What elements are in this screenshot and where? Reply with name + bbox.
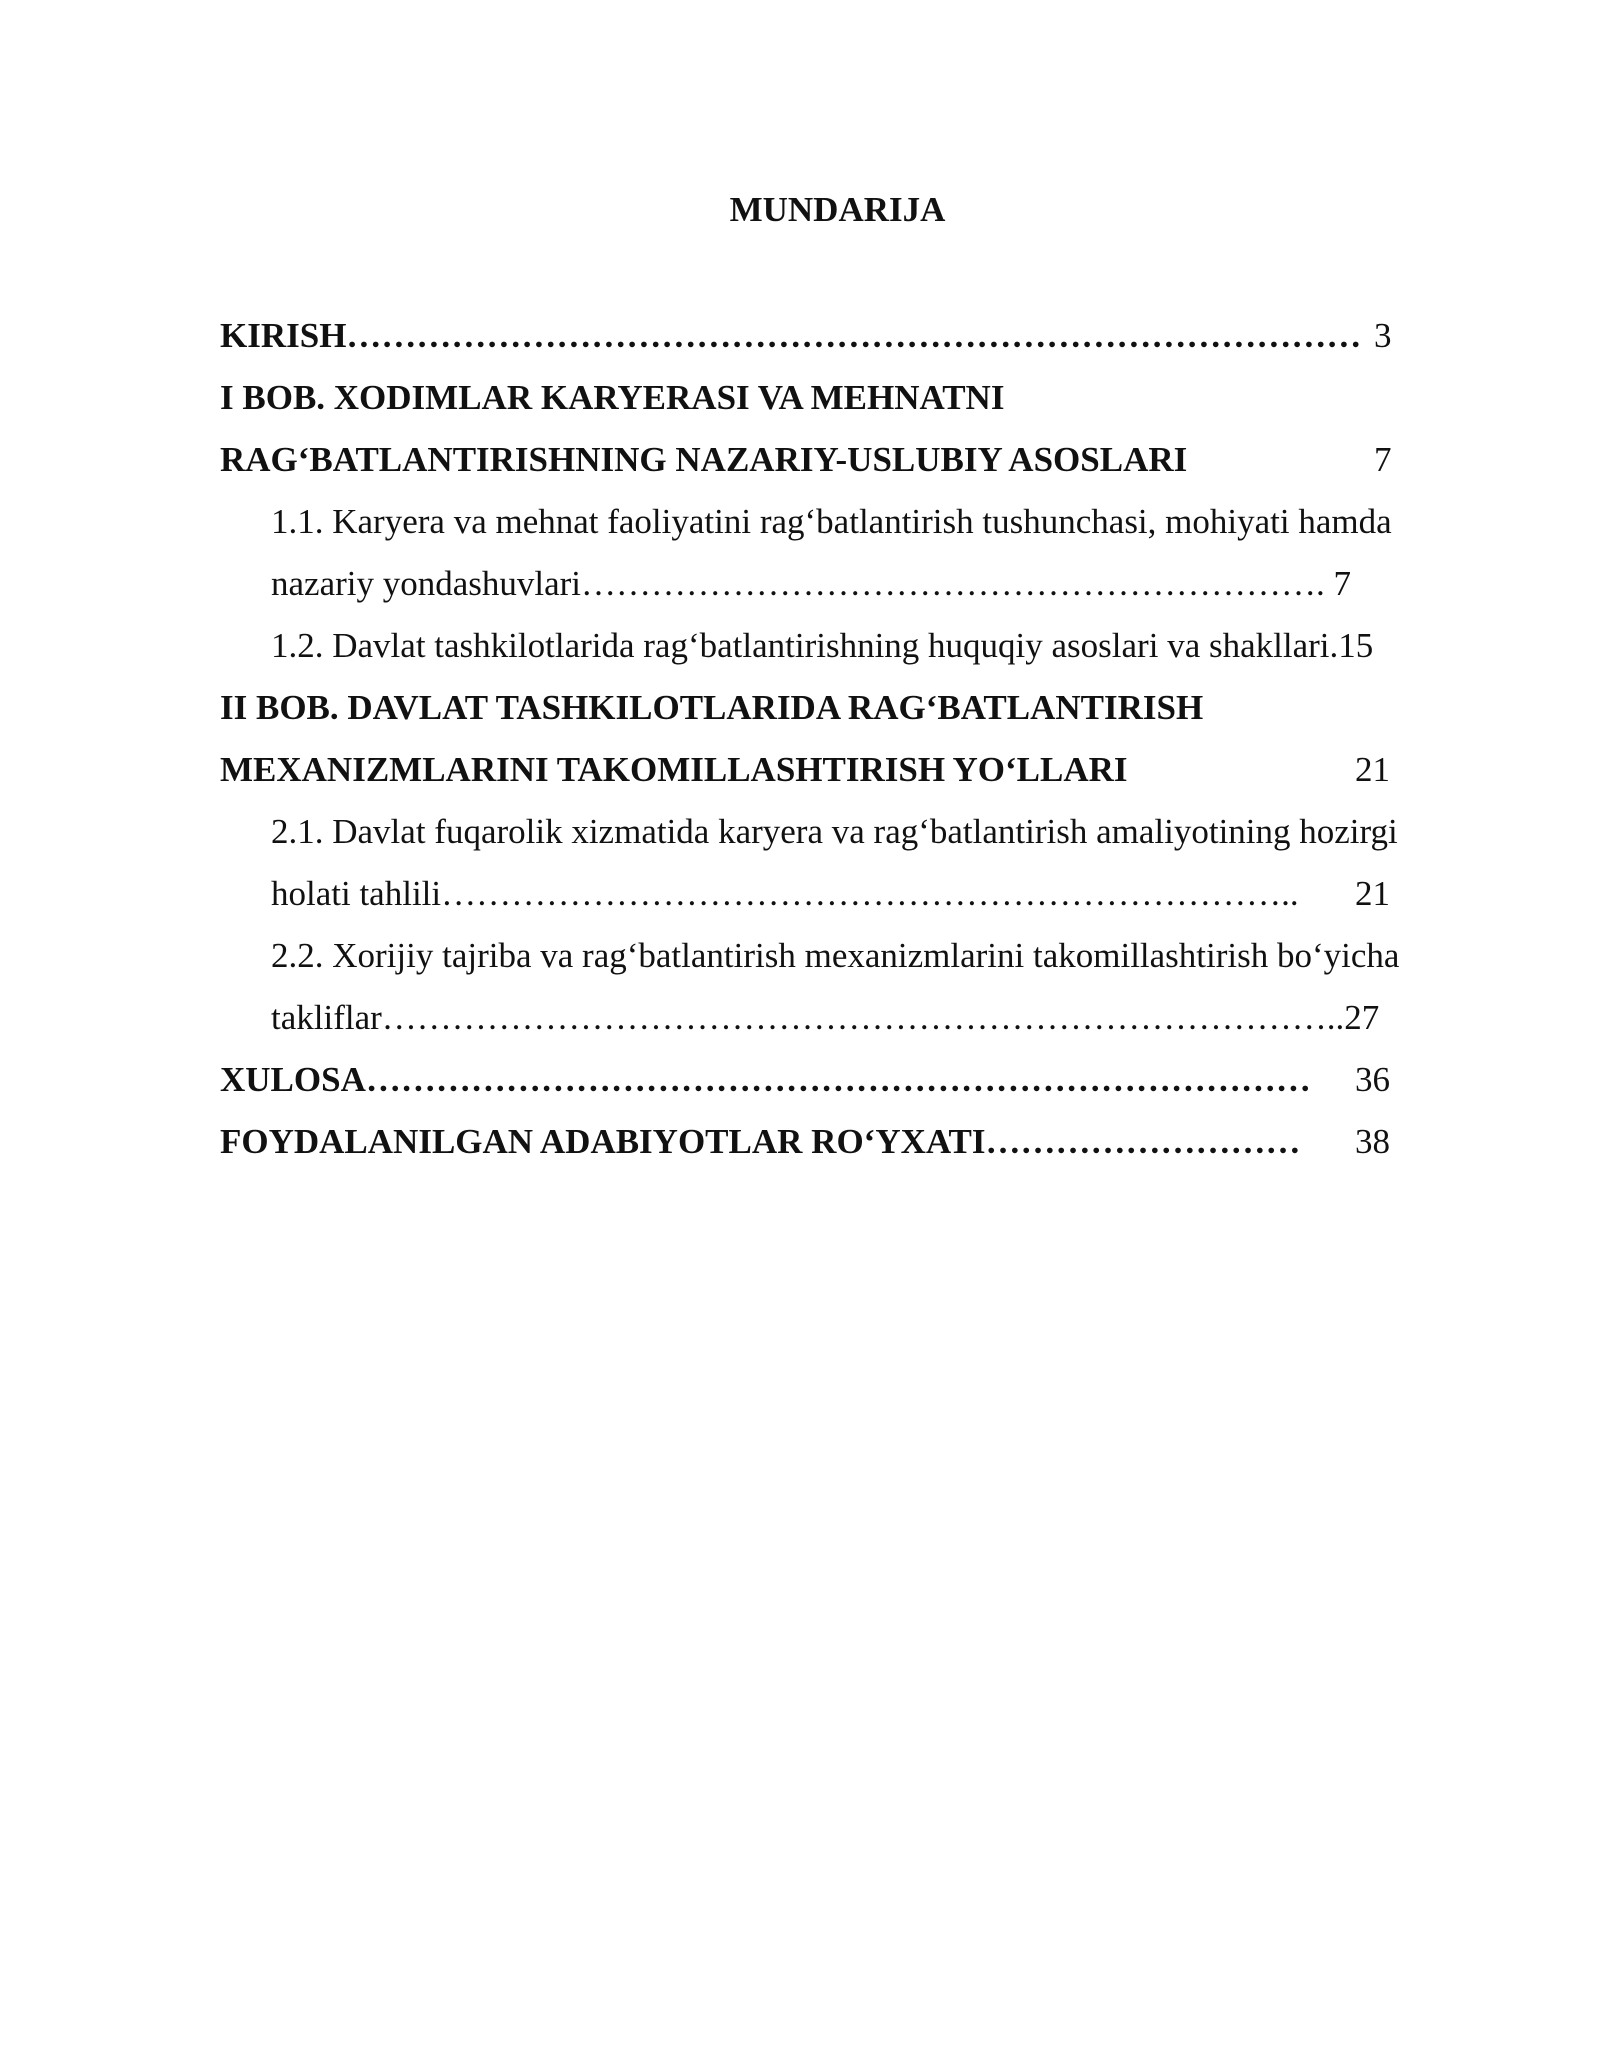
toc-entry-chapter-2-line-2: MEXANIZMLARINI TAKOMILLASHTIRISH YO‘LLARI — [220, 750, 1128, 789]
toc-entry-section-2-2-line-2: takliflar………………………………………………………………………..27 — [271, 998, 1380, 1037]
toc-page-chapter-1: 7 — [1374, 440, 1392, 479]
toc-entry-section-2-1-line-2: holati tahlili……………………………………………………………….. — [271, 874, 1299, 913]
toc-page-references: 38 — [1355, 1122, 1390, 1161]
toc-entry-chapter-1-line-2: RAG‘BATLANTIRISHNING NAZARIY-USLUBIY ASOSLARI — [220, 440, 1188, 479]
toc-entry-references: FOYDALANILGAN ADABIYOTLAR RO‘YXATI……………………… — [220, 1122, 1301, 1161]
toc-title: MUNDARIJA — [729, 190, 946, 229]
toc-entry-kirish: KIRISH…………………………………………………………………………… — [220, 316, 1362, 355]
toc-page-chapter-2: 21 — [1355, 750, 1390, 789]
toc-page-kirish: 3 — [1374, 316, 1392, 355]
toc-entry-section-2-1-line-1: 2.1. Davlat fuqarolik xizmatida karyera va rag‘batlantirish amaliyotining hozirgi — [271, 812, 1398, 851]
toc-entry-chapter-1-line-1: I BOB. XODIMLAR KARYERASI VA MEHNATNI — [220, 378, 1005, 417]
toc-entry-section-1-2: 1.2. Davlat tashkilotlarida rag‘batlantirishning huquqiy asoslari va shakllari.15 — [271, 626, 1374, 665]
toc-entry-chapter-2-line-1: II BOB. DAVLAT TASHKILOTLARIDA RAG‘BATLANTIRISH — [220, 688, 1204, 727]
toc-entry-section-1-1-line-2: nazariy yondashuvlari………………………………………………………. 7 — [271, 564, 1352, 603]
toc-page-section-2-1: 21 — [1355, 874, 1390, 913]
toc-page-xulosa: 36 — [1355, 1060, 1390, 1099]
toc-entry-section-1-1-line-1: 1.1. Karyera va mehnat faoliyatini rag‘batlantirish tushunchasi, mohiyati hamda — [271, 502, 1392, 541]
toc-entry-section-2-2-line-1: 2.2. Xorijiy tajriba va rag‘batlantirish mexanizmlarini takomillashtirish bo‘yicha — [271, 936, 1400, 975]
toc-entry-xulosa: XULOSA……………………………………………………………………… — [220, 1060, 1311, 1099]
